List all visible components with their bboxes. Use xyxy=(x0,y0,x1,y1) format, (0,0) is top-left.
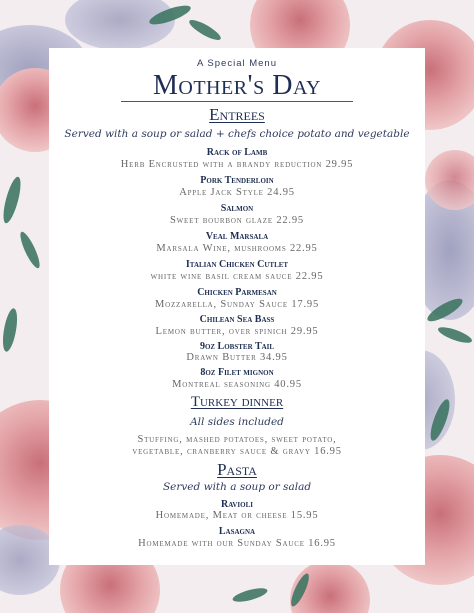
dish-name: Pork Tenderloin xyxy=(200,175,274,186)
turkey-description-line-1: Stuffing, mashed potatoes, sweet potato, xyxy=(137,434,337,445)
dish-description: Drawn Butter 34.95 xyxy=(186,352,288,363)
dish-description: Homemade with our Sunday Sauce 16.95 xyxy=(138,538,336,549)
dish-description: Herb Encrusted with a brandy reduction 29.95 xyxy=(120,159,354,170)
dish-name: Lasagna xyxy=(218,526,256,537)
dish-name: 8oz Filet mignon xyxy=(200,367,274,378)
dish-name: Rack of Lamb xyxy=(206,147,268,158)
menu-eyebrow: A Special Menu xyxy=(196,58,277,69)
title-divider xyxy=(121,101,353,102)
dish-description: Apple Jack Style 24.95 xyxy=(179,187,295,198)
dish-description: Lemon butter, over spinich 29.95 xyxy=(155,326,319,337)
turkey-note: All sides included xyxy=(190,416,284,428)
dish-name: Veal Marsala xyxy=(205,231,269,242)
pasta-note: Served with a soup or salad xyxy=(162,481,312,493)
dish-name: Chicken Parmesan xyxy=(197,287,277,298)
section-title-entrees: Entrees xyxy=(209,105,265,124)
turkey-description-line-2: vegetable, cranberry sauce & gravy 16.95 xyxy=(132,446,342,457)
section-title-turkey: Turkey dinner xyxy=(190,394,284,410)
entrees-note: Served with a soup or salad + chefs choice potato and vegetable xyxy=(64,128,410,140)
dish-description: Homemade, Meat or cheese 15.95 xyxy=(155,510,319,521)
dish-description: Montreal seasoning 40.95 xyxy=(172,379,302,390)
dish-description: Sweet bourbon glaze 22.95 xyxy=(170,215,304,226)
dish-name: Italian Chicken Cutlet xyxy=(185,259,289,270)
menu-title: Mother's Day xyxy=(153,70,321,101)
dish-name: Chilean Sea Bass xyxy=(199,314,275,325)
dish-name: Salmon xyxy=(220,203,254,214)
dish-description: Mozzarella, Sunday Sauce 17.95 xyxy=(154,299,320,310)
dish-name: Ravioli xyxy=(221,499,253,510)
menu-card xyxy=(49,48,425,565)
dish-description: white wine basil cream sauce 22.95 xyxy=(150,271,324,282)
section-title-pasta: Pasta xyxy=(217,460,257,479)
dish-description: Marsala Wine, mushrooms 22.95 xyxy=(156,243,318,254)
dish-name: 9oz Lobster Tail xyxy=(199,341,275,352)
